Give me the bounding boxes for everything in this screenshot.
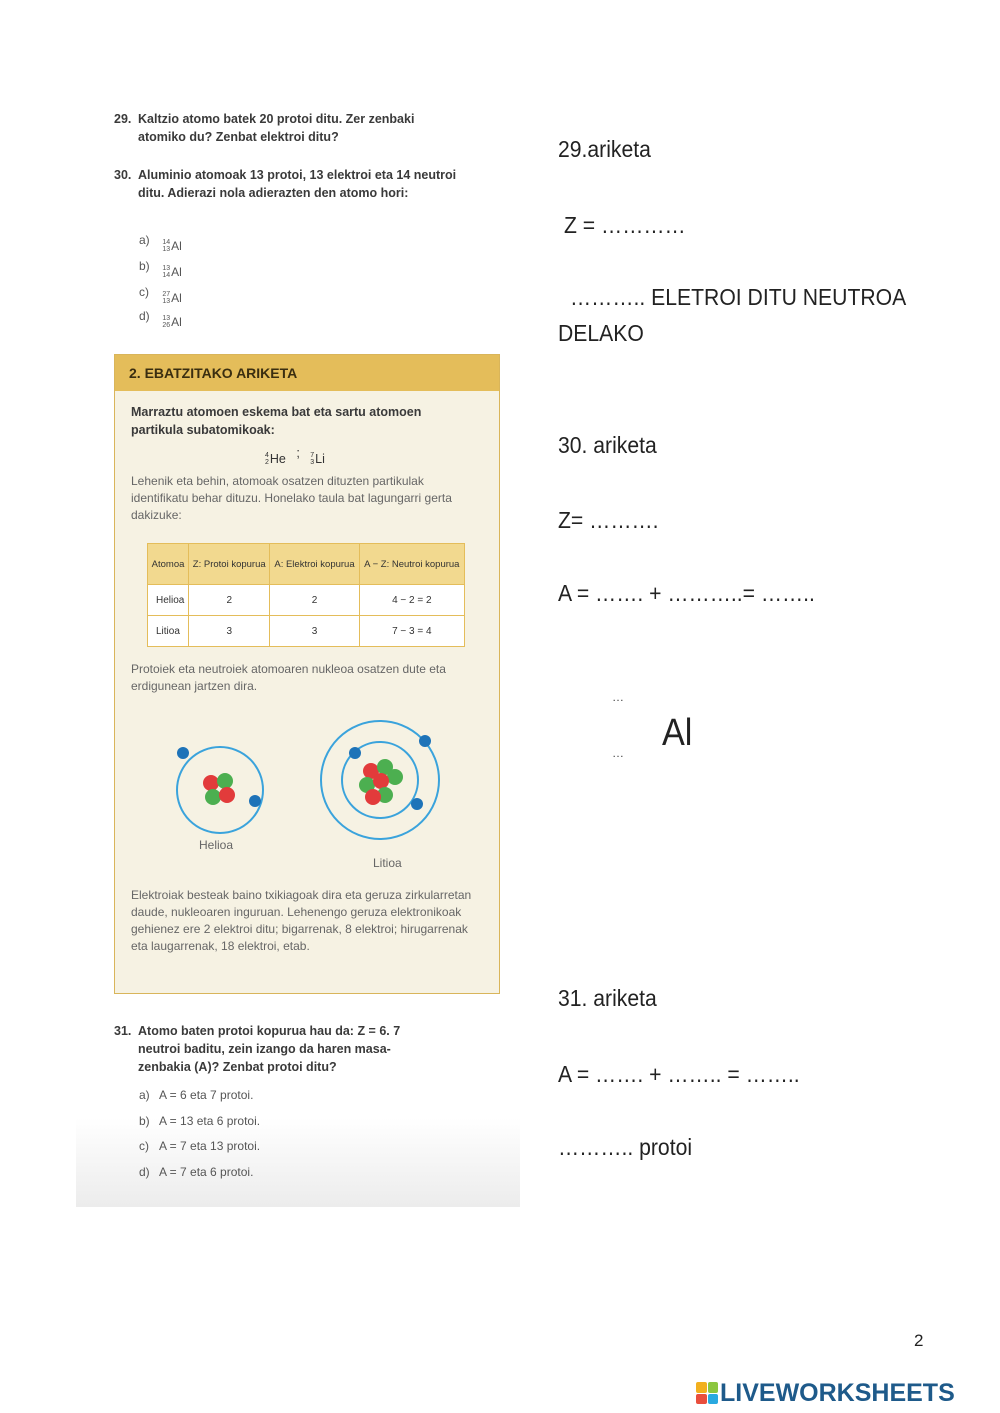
option-label: d) [139, 1165, 150, 1179]
table-cell: 3 [270, 616, 359, 647]
atomic-number: 2 [265, 459, 269, 466]
table-header: A − Z: Neutroi kopurua [359, 544, 464, 585]
particle-table [147, 543, 465, 647]
option-label: c) [139, 1139, 149, 1153]
electron [249, 795, 261, 807]
mass-number-blank[interactable]: … [612, 690, 624, 704]
table-row [148, 616, 465, 647]
option-label: a) [139, 1088, 150, 1102]
table-header: Atomoa [148, 544, 189, 585]
element-symbol: Li [315, 451, 325, 466]
atomic-number: 26 [162, 322, 171, 329]
exercise-29-electron-line[interactable]: ……….. ELETROI DITU NEUTROA [570, 284, 907, 310]
table-cell: 4 − 2 = 2 [359, 585, 464, 616]
proton [219, 787, 235, 803]
question-text: Atomo baten protoi kopurua hau da: Z = 6. 7 neutroi baditu, zein izango da haren masa-zenbakia (A)? Zenbat protoi ditu? [138, 1024, 401, 1074]
isotope [162, 238, 181, 254]
option-label: b) [139, 259, 150, 273]
exercise-30-a-line[interactable]: A = ……. + ………..= …….. [558, 580, 815, 606]
question-number: 29. [114, 112, 132, 126]
table-row [148, 585, 465, 616]
aluminium-symbol: Al [662, 712, 693, 754]
isotope [162, 314, 181, 330]
atomic-number: 3 [310, 459, 315, 466]
option-label: b) [139, 1114, 150, 1128]
question-text: Kaltzio atomo batek 20 protoi ditu. Zer zenbaki atomiko du? Zenbat elektroi ditu? [138, 112, 415, 144]
helium-atom-diagram [165, 735, 275, 845]
exercise-31-a-line[interactable]: A = ……. + …….. = …….. [558, 1061, 800, 1087]
table-cell: 2 [189, 585, 270, 616]
element-symbol: Al [171, 265, 182, 279]
neutron [217, 773, 233, 789]
option-text: A = 13 eta 6 protoi. [159, 1114, 261, 1128]
exercise-29-electron-line-2: DELAKO [558, 320, 644, 346]
option-c [139, 1138, 260, 1154]
lithium-label: Litioa [373, 856, 402, 870]
exercise-30-title: 30. ariketa [558, 432, 657, 458]
option-text: A = 6 eta 7 protoi. [159, 1088, 254, 1102]
helium-label: Helioa [199, 838, 234, 852]
mass-number: 13 [162, 315, 171, 322]
element-symbol: Al [171, 291, 182, 305]
mass-number: 27 [162, 291, 171, 298]
brand-text: LIVEWORKSHEETS [720, 1378, 955, 1407]
option-text: A = 7 eta 13 protoi. [159, 1139, 261, 1153]
separator: ; [296, 446, 300, 460]
liveworksheets-logo-icon [696, 1382, 718, 1404]
option-b [139, 1113, 260, 1129]
element-symbol: He [269, 451, 286, 466]
atomic-number-blank[interactable]: … [612, 746, 624, 760]
option-a [139, 1087, 253, 1103]
question-number: 30. [114, 168, 132, 182]
electron-text: Elektroiak besteak baino txikiagoak dira eta geruza zirkularretan daude, nukleoaren inguruan. Lehenengo geruza elektronikoak gehienez ere 2 elektroi ditu; bigarrenak, 8 elektroi; hirugarrenak eta laugarrenak, 18 elektroi, etab. [131, 888, 472, 953]
isotope [162, 290, 181, 306]
element-symbol: Al [171, 315, 182, 329]
solved-exercise-header [115, 355, 499, 391]
exercise-31-protoi-line[interactable]: ……….. protoi [558, 1134, 693, 1160]
table-cell: 3 [189, 616, 270, 647]
atomic-number: 14 [162, 272, 171, 279]
table-header-row [148, 544, 465, 585]
table-cell: 2 [270, 585, 359, 616]
option-text: A = 7 eta 6 protoi. [159, 1165, 254, 1179]
neutron [387, 769, 403, 785]
element-symbol: Al [171, 239, 182, 253]
electron [411, 798, 423, 810]
table-cell: 7 − 3 = 4 [359, 616, 464, 647]
solved-exercise-title: 2. EBATZITAKO ARIKETA [129, 365, 298, 381]
option-label: c) [139, 285, 149, 299]
isotope-notation [265, 445, 325, 468]
exercise-29-title: 29.ariketa [558, 136, 651, 162]
exercise-31-title: 31. ariketa [558, 985, 657, 1011]
nucleus-text: Protoiek eta neutroiek atomoaren nukleoa osatzen dute eta erdigunean jartzen dira. [131, 662, 446, 693]
question-text: Aluminio atomoak 13 protoi, 13 elektroi eta 14 neutroi ditu. Adierazi nola adierazten den atomo hori: [138, 168, 457, 200]
isotope [162, 264, 181, 280]
atomic-number: 13 [162, 298, 171, 305]
proton [203, 775, 219, 791]
option-a [139, 232, 182, 254]
option-label: d) [139, 309, 150, 323]
solved-exercise-box [114, 354, 500, 994]
liveworksheets-brand[interactable] [696, 1378, 955, 1408]
table-cell: Litioa [148, 616, 189, 647]
atomic-number: 13 [162, 246, 171, 253]
page-number: 2 [914, 1331, 924, 1350]
lithium-atom-diagram [315, 715, 445, 845]
proton [365, 789, 381, 805]
option-label: a) [139, 233, 150, 247]
proton [373, 773, 389, 789]
question-number: 31. [114, 1024, 132, 1038]
option-b [139, 258, 182, 280]
table-header: Z: Protoi kopurua [189, 544, 270, 585]
electron [349, 747, 361, 759]
mass-number: 7 [310, 452, 315, 459]
option-c [139, 284, 182, 306]
electron-shell [177, 747, 263, 833]
mass-number: 14 [162, 239, 171, 246]
exercise-29-z-line[interactable]: Z = ………… [564, 212, 686, 238]
table-cell: Helioa [148, 585, 189, 616]
mass-number: 4 [265, 452, 269, 459]
solved-prompt: Marraztu atomoen eskema bat eta sartu atomoen partikula subatomikoak: [131, 405, 422, 437]
neutron [205, 789, 221, 805]
table-header: A: Elektroi kopurua [270, 544, 359, 585]
option-d [139, 308, 182, 330]
solved-intro-text: Lehenik eta behin, atomoak osatzen dituzten partikulak identifikatu behar dituzu. Honelako taula bat lagungarri gerta dakizuke: [131, 474, 452, 522]
mass-number: 13 [162, 265, 171, 272]
option-d [139, 1164, 253, 1180]
electron [177, 747, 189, 759]
exercise-30-z-line[interactable]: Z= ………. [558, 507, 659, 533]
electron [419, 735, 431, 747]
